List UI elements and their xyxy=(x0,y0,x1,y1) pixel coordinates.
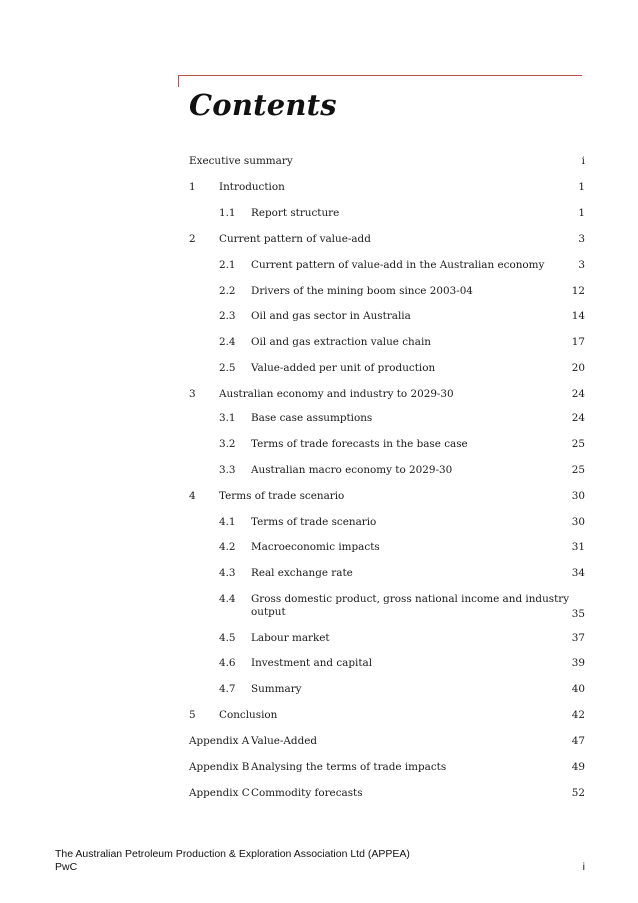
toc-entry-page: 39 xyxy=(571,657,585,669)
toc-entry-label: Australian economy and industry to 2029-30 xyxy=(219,388,454,400)
toc-entry-label: Labour market xyxy=(251,632,330,644)
toc-entry-page: 49 xyxy=(571,761,585,773)
toc-entry-number: Appendix A xyxy=(189,735,250,747)
toc-entry-page: 40 xyxy=(571,683,585,695)
toc-entry-label: Macroeconomic impacts xyxy=(251,541,380,553)
toc-entry-label: Terms of trade scenario xyxy=(251,516,377,528)
toc-entry-page: 34 xyxy=(571,567,585,579)
toc-entry-number: 4.1 xyxy=(219,516,236,528)
toc-entry-number: 4.6 xyxy=(219,657,236,669)
footer-organisation: The Australian Petroleum Production & Exploration Association Ltd (APPEA) xyxy=(55,848,410,860)
toc-entry-4-4[interactable] xyxy=(189,593,585,625)
toc-entry-label: Drivers of the mining boom since 2003-04 xyxy=(251,285,473,297)
toc-entry-number: 4 xyxy=(189,490,196,502)
toc-entry-label: Introduction xyxy=(219,181,285,193)
toc-entry-page: 25 xyxy=(571,464,585,476)
toc-entry-number: 1 xyxy=(189,181,196,193)
toc-entry-page: 47 xyxy=(571,735,585,747)
toc-entry-label: Terms of trade forecasts in the base case xyxy=(251,438,468,450)
header-rule-tick xyxy=(178,75,179,87)
toc-entry-label: Executive summary xyxy=(189,155,293,167)
toc-entry-label: Real exchange rate xyxy=(251,567,353,579)
toc-entry-page: 1 xyxy=(578,181,585,193)
toc-entry-label-continuation: output xyxy=(251,606,286,618)
toc-entry-label: Investment and capital xyxy=(251,657,373,669)
toc-entry-number: 4.3 xyxy=(219,567,236,579)
toc-entry-label: Value-added per unit of production xyxy=(251,362,436,374)
toc-entry-label: Oil and gas extraction value chain xyxy=(251,336,431,348)
toc-entry-label: Commodity forecasts xyxy=(251,787,363,799)
toc-entry-page: 3 xyxy=(578,259,585,271)
toc-entry-number: 2.4 xyxy=(219,336,236,348)
toc-entry-label: Oil and gas sector in Australia xyxy=(251,310,411,322)
toc-entry-number: 2.5 xyxy=(219,362,236,374)
toc-entry-number: 2.2 xyxy=(219,285,236,297)
header-rule xyxy=(178,75,582,76)
page-footer xyxy=(55,848,585,874)
toc-entry-label: Value-Added xyxy=(251,735,318,747)
toc-entry-label: Current pattern of value-add in the Australian economy xyxy=(251,259,545,271)
toc-entry-page: 37 xyxy=(571,632,585,644)
page-title: Contents xyxy=(189,88,337,122)
toc-entry-page: 35 xyxy=(571,608,585,620)
toc-entry-label: Gross domestic product, gross national income and industry xyxy=(251,593,570,605)
toc-entry-page: 30 xyxy=(571,516,585,528)
toc-entry-page: 1 xyxy=(578,207,585,219)
toc-entry-number: 4.2 xyxy=(219,541,236,553)
toc-entry-number: 4.4 xyxy=(219,593,236,605)
toc-entry-number: 3.1 xyxy=(219,412,236,424)
toc-entry-label: Conclusion xyxy=(219,709,278,721)
toc-entry-page: 42 xyxy=(571,709,585,721)
toc-entry-page: 24 xyxy=(571,388,585,400)
toc-entry-number: 2.3 xyxy=(219,310,236,322)
toc-entry-label: Report structure xyxy=(251,207,340,219)
toc-entry-page: 25 xyxy=(571,438,585,450)
toc-entry-number: 5 xyxy=(189,709,196,721)
toc-entry-page: 14 xyxy=(571,310,585,322)
toc-entry-label: Base case assumptions xyxy=(251,412,373,424)
toc-entry-page: i xyxy=(581,155,585,167)
toc-entry-label: Current pattern of value-add xyxy=(219,233,371,245)
toc-entry-label: Analysing the terms of trade impacts xyxy=(251,761,447,773)
toc-entry-number: 1.1 xyxy=(219,207,236,219)
toc-entry-page: 12 xyxy=(571,285,585,297)
toc-entry-label: Terms of trade scenario xyxy=(219,490,345,502)
toc-entry-number: Appendix C xyxy=(189,787,250,799)
toc-entry-number: 4.5 xyxy=(219,632,236,644)
toc-entry-page: 52 xyxy=(571,787,585,799)
toc-entry-number: 3 xyxy=(189,388,196,400)
toc-entry-label: Summary xyxy=(251,683,302,695)
footer-firm: PwC xyxy=(55,861,78,873)
toc-entry-number: 2.1 xyxy=(219,259,236,271)
toc-entry-page: 31 xyxy=(571,541,585,553)
toc-entry-number: Appendix B xyxy=(189,761,250,773)
toc-entry-number: 3.3 xyxy=(219,464,236,476)
toc-entry-page: 3 xyxy=(578,233,585,245)
toc-entry-page: 20 xyxy=(571,362,585,374)
toc-entry-number: 2 xyxy=(189,233,196,245)
footer-page-number: i xyxy=(582,861,585,873)
toc-entry-page: 24 xyxy=(571,412,585,424)
toc-entry-page: 17 xyxy=(571,336,585,348)
toc-entry-page: 30 xyxy=(571,490,585,502)
toc-entry-number: 3.2 xyxy=(219,438,236,450)
toc-entry-number: 4.7 xyxy=(219,683,236,695)
toc-entry-label: Australian macro economy to 2029-30 xyxy=(251,464,453,476)
